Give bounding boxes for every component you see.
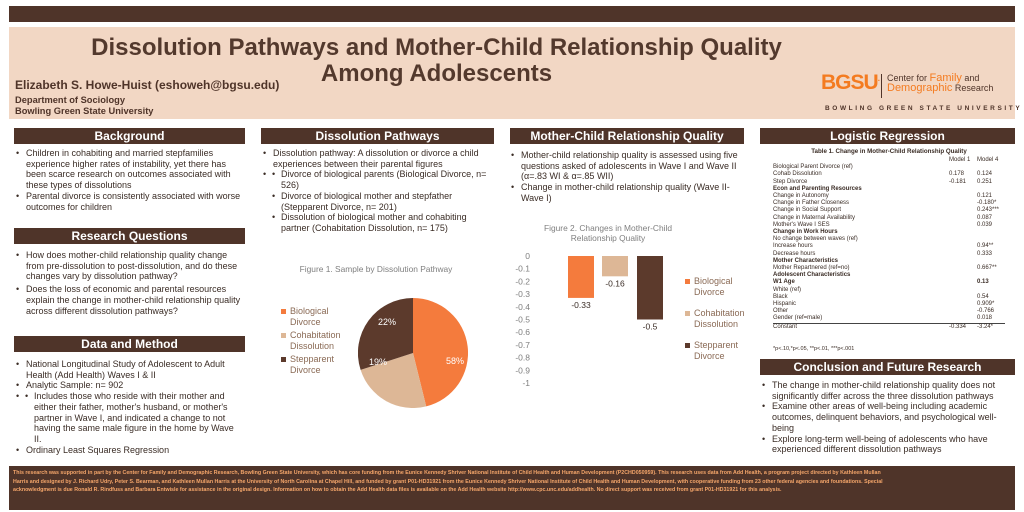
conclusion-heading: Conclusion and Future Research [760,359,1015,375]
table-row [773,323,1005,331]
table-cell-value [949,258,977,265]
table-row [773,294,1005,301]
data-method-body [16,359,243,455]
y-tick-label: -0.9 [515,365,530,376]
table-cell-label: Change in Work Hours [773,229,838,236]
table-cell-label: Increase hours [773,243,813,250]
table-cell-value [949,222,977,229]
cfdr-wordmark: Center for Family and Demographic Research [887,72,994,94]
table-row [773,171,1005,178]
figure1-pie-chart [358,298,468,408]
table-row [773,179,1005,186]
table-cell-value [977,258,1005,265]
table-cell-value [949,200,977,207]
table-cell-value: 0.667** [977,265,997,272]
bar-cohabitation [602,256,628,276]
table-cell-value [949,272,977,279]
table-cell-label: Gender (ref=male) [773,315,823,322]
affiliation [15,95,153,117]
pathways-body [263,148,494,234]
mcrq-body [511,150,743,204]
mcrq-heading: Mother-Child Relationship Quality [510,128,744,144]
table-cell-value [949,236,977,243]
legend-swatch [281,357,286,362]
table-cell-label: No change between waves (ref) [773,236,858,243]
bar-value-label: -0.16 [605,278,625,289]
table-cell-value [977,229,1005,236]
table-cell-value: 0.018 [977,315,993,322]
method-bullet: • Ordinary Least Squares Regression [16,445,243,456]
table-cell-value [949,287,977,294]
table-row [773,186,1005,193]
conclusion-bullet: • The change in mother-child relationship quality does not significantly differ across the three dissolution pathways [762,380,1014,401]
regression-table [773,157,1005,331]
pathway-bullet: • Dissolution pathway: A dissolution or divorce a child experiences between their parental figures [263,148,494,169]
table-cell-value: 0.124 [977,171,993,178]
y-tick-label: -0.4 [515,301,530,312]
table-cell-label: Hispanic [773,301,797,308]
table-cell-label: Other [773,308,789,315]
table-header-label [773,157,949,164]
university-wordmark: BOWLING GREEN STATE UNIVERSITY [825,105,1023,112]
table-cell-label: Mother Repartnered (ref=no) [773,265,850,272]
table-cell-value: 0.121 [977,193,993,200]
question-bullet: • Does the loss of economic and parental resources explain the change in mother-child relationship quality across different dissolution pathways? [16,284,243,316]
table-cell-value [977,164,1005,171]
table-cell-value: 0.94** [977,243,994,250]
background-heading: Background [14,128,245,144]
poster-title: Dissolution Pathways and Mother-Child Relationship Quality Among Adolescents [91,34,782,87]
table-cell-value: 0.54 [977,293,989,300]
bar-value-label: -0.33 [571,299,591,310]
y-tick-label: -0.6 [515,327,530,338]
regression-heading: Logistic Regression [760,128,1015,144]
table-row [773,287,1005,294]
background-bullet: • Parental divorce is consistently associated with worse outcomes for children [16,191,243,212]
mcrq-bullet: • Change in mother-child relationship quality (Wave II-Wave I) [511,182,743,203]
y-tick-label: -0.7 [515,339,530,350]
table-cell-value [977,287,1005,294]
table-cell-label: Constant [773,323,949,331]
table-cell-value [949,193,977,200]
method-bullet: • National Longitudinal Study of Adolescent to Adult Health (Add Health) Waves I & II [16,359,243,380]
table-cell-value [949,315,977,323]
table-cell-label: Change in Autonomy [773,193,829,200]
table-cell-value: 0.243*** [977,207,1000,214]
table-cell-value [977,272,1005,279]
conclusion-bullet: • Examine other areas of well-being including academic outcomes, delinquent behaviors, and psychological well-being [762,401,1014,433]
table-row [773,243,1005,250]
table-cell-label: Biological Parent Divorce (ref) [773,164,853,171]
table-cell-value: -0.334 [949,323,977,331]
table-row [773,265,1005,272]
method-sub-bullet: • • Includes those who reside with their mother and either their father, mother's husband, or mother's partner in Wave I, and indicated a change to not having the same male figure in the home by Wave II. [25,391,243,445]
table-cell-label: Step Divorce [773,178,808,185]
table-row [773,308,1005,315]
acknowledgment-footer [9,466,1015,510]
table-cell-label: White (ref) [773,286,802,293]
logo-divider [881,74,882,98]
table-cell-value: 0.178 [949,171,965,178]
y-tick-label: 0 [525,251,530,261]
data-method-heading: Data and Method [14,336,245,352]
table-header-model4: Model 4 [977,157,999,163]
mcrq-bullet: • Mother-child relationship quality is assessed using five questions asked of adolescents in Wave I and Wave II (α=.83 WI & α=.85 WII) [511,150,743,182]
legend-swatch [685,279,690,284]
table-cell-value: -3.24* [977,323,1005,331]
table-cell-value [949,164,977,171]
author-line: Elizabeth S. Howe-Huist (eshoweh@bgsu.edu) [15,78,280,92]
conclusion-body [762,380,1014,455]
table-row [773,164,1005,171]
table-cell-label: Change in Maternal Availability [773,214,855,221]
table-row [773,258,1005,265]
table-row [773,251,1005,258]
table-cell-value [949,294,977,301]
bgsu-cfdr-logo [821,71,1023,121]
research-questions-heading: Research Questions [14,228,245,244]
y-tick-label: -0.3 [515,289,530,300]
table-cell-label: Econ and Parenting Resources [773,185,862,192]
table-cell-label: Adolescent Characteristics [773,272,851,279]
table-cell-value: -0.766 [977,308,995,315]
table-cell-value: 0.251 [977,178,993,185]
legend-item-cohabitation: Cohabitation Dissolution [685,308,745,329]
table-row [773,272,1005,279]
figure1-title: Figure 1. Sample by Dissolution Pathway [299,264,453,274]
table-cell-label: Cohab Dissolution [773,171,822,178]
table-cell-value [949,215,977,222]
poster-header [9,27,1023,119]
table-cell-value: -0.181 [949,178,967,185]
y-axis-ticks [515,251,530,388]
table-row [773,200,1005,207]
bar-value-label: -0.5 [642,321,658,332]
legend-swatch [685,311,690,316]
table-row [773,193,1005,200]
table-cell-value [949,265,977,272]
table-cell-value: 0.333 [977,250,993,257]
figure2-title: Figure 2. Changes in Mother-Child Relationship Quality [543,223,672,243]
table-cell-label: Mother's Wave I SES [773,221,830,228]
table-cell-value [949,243,977,250]
significance-note: *p<.10,*p<.05, **p<.01, ***p<.001 [773,346,855,352]
table-cell-value [977,186,1005,193]
pathways-heading: Dissolution Pathways [261,128,494,144]
acknowledgment-text: This research was supported in part by the Center for Family and Demographic Research, Bowling Green State University, which has core funding from the Eunice Kennedy Shriver National Institute of Child Health and Human Development (P2CHD050959). This research uses data from Add Health, a program project directed by Kathleen Mullan Harris and designed by J. Richard Udry, Peter S. Bearman, and Kathleen Mullan Harris at the University of North Carolina at Chapel Hill, and funded by grant P01-HD31921 from the Eunice Kennedy Shriver National Institute of Child Health and Human Development, with cooperative funding from 23 other federal agencies and foundations. Special acknowledgment is due Ronald R. Rindfuss and Barbara Entwisle for assistance in the original design. Information on how to obtain the Add Health data files is available on the Add Health website http://www.cpc.unc.edu/addhealth. No direct support was received from grant P01-HD31921 for this analysis. [13,470,883,494]
legend-swatch [685,343,690,348]
y-tick-label: -1 [522,378,530,388]
research-questions-body [16,250,243,316]
method-sublist-wrap [16,391,243,445]
table-cell-value: 0.13 [977,279,989,286]
background-body [16,148,243,212]
table-header-model1: Model 1 [949,157,971,163]
table-cell-value [949,207,977,214]
pie-label-biological: 58% [446,356,465,366]
pathway-sub-bullet: • Divorce of biological mother and stepfather (Stepparent Divorce, n= 201) [272,191,494,212]
table-cell-label: Change in Father Closeness [773,200,850,207]
legend-item-stepparent: Stepparent Divorce [685,340,745,361]
table-cell-value [977,236,1005,243]
y-tick-label: -0.5 [515,314,530,325]
table-row [773,207,1005,214]
pathway-sublist-wrap [263,169,494,233]
pie-label-cohabitation: 19% [369,357,388,367]
table-row [773,236,1005,243]
legend-item-cohabitation: Cohabitation Dissolution [281,330,361,351]
table-cell-label: Change in Social Support [773,207,842,214]
table-cell-label: W1 Age [773,279,795,286]
y-tick-label: -0.8 [515,352,530,363]
background-bullet: • Children in cohabiting and married stepfamilies experience higher rates of instability, yet there has been scarce research on outcomes associated with these types of dissolutions [16,148,243,191]
table-row [773,215,1005,222]
figure2-legend [685,276,745,364]
bar-stepparent [637,256,663,320]
question-bullet: • How does mother-child relationship quality change from pre-dissolution to post-dissolution, and do these changes vary by dissolution pathway? [16,250,243,282]
university: Bowling Green State University [15,106,154,116]
table-row [773,229,1005,236]
table-cell-label: Decrease hours [773,250,816,257]
table-cell-value: -0.180* [977,200,997,207]
pathway-sub-bullet: • Dissolution of biological mother and cohabiting partner (Cohabitation Dissolution, n= 175) [272,212,494,233]
table-cell-value [949,308,977,315]
table-row [773,279,1005,286]
bar-series [568,256,663,332]
table-row [773,315,1005,323]
table-cell-value [949,251,977,258]
table-cell-label: Black [773,293,788,300]
table-cell-value [949,229,977,236]
table-cell-value: 0.039 [977,221,993,228]
bar-biological [568,256,594,298]
legend-item-biological: Biological Divorce [281,306,361,327]
table-cell-value [949,301,977,308]
table-cell-value [949,186,977,193]
legend-swatch [281,309,286,314]
figure1-legend [281,306,361,378]
top-bar [9,6,1015,22]
legend-item-stepparent: Stepparent Divorce [281,354,361,375]
table-cell-value: 0.087 [977,214,993,221]
y-tick-label: -0.2 [515,276,530,287]
table-row [773,301,1005,308]
table-cell-value [949,279,977,286]
legend-item-biological: Biological Divorce [685,276,745,297]
method-bullet: • Analytic Sample: n= 902 [16,380,243,391]
table1-title: Table 1. Change in Mother-Child Relationship Quality [811,148,967,155]
table-cell-label: Mother Characteristics [773,257,839,264]
conclusion-bullet: • Explore long-term well-being of adolescents who have experienced different dissolution pathways [762,434,1014,455]
y-tick-label: -0.1 [515,263,530,274]
table-row [773,222,1005,229]
pathway-sub-bullet: • • Divorce of biological parents (Biological Divorce, n= 526) [272,169,494,190]
department: Department of Sociology [15,95,126,105]
pie-label-stepparent: 22% [378,317,397,327]
table-cell-value: 0.909* [977,301,995,308]
bgsu-wordmark: BGSU. [821,71,879,94]
legend-swatch [281,333,286,338]
